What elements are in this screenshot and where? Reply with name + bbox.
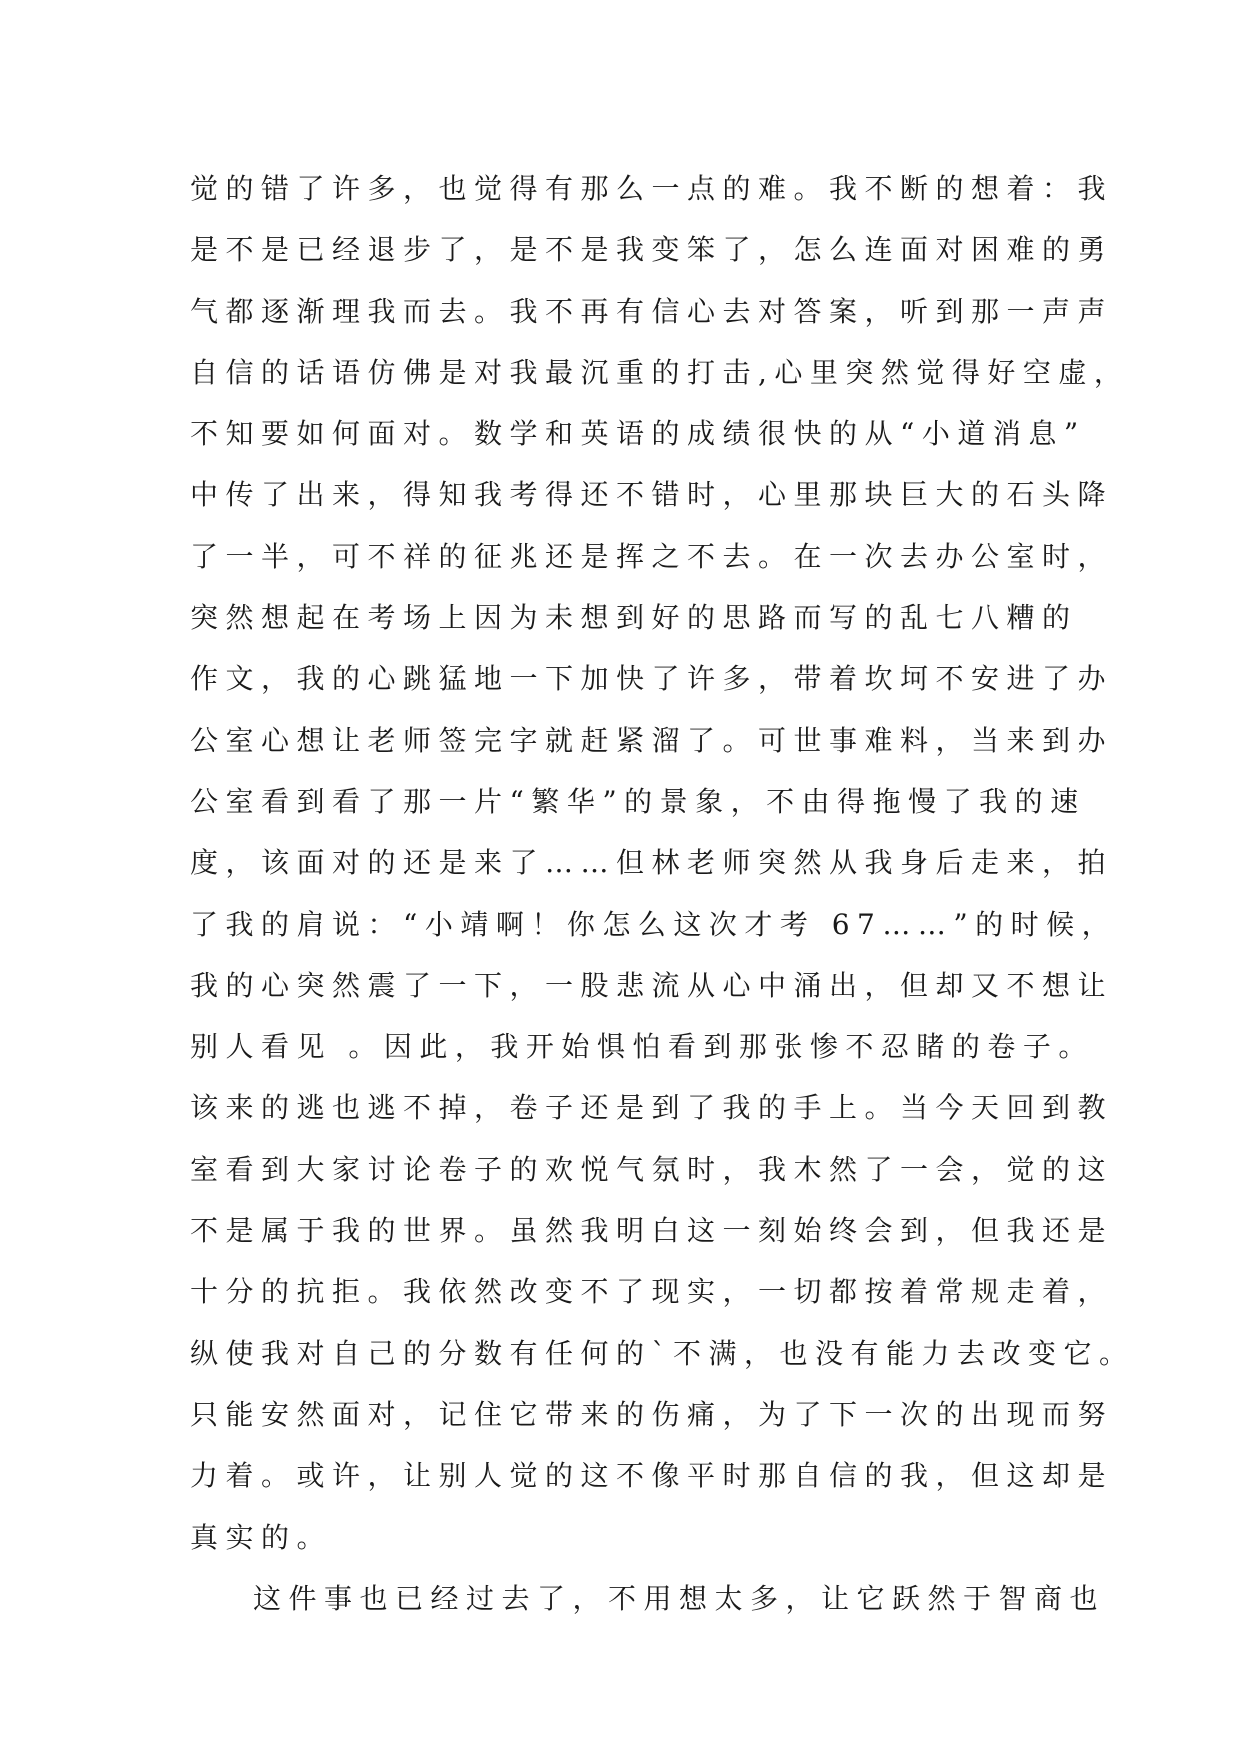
body-text xyxy=(190,158,1135,1629)
text-line: 我的心突然震了一下，一股悲流从心中涌出，但却又不想让 xyxy=(190,968,1114,1002)
text-line: 室看到大家讨论卷子的欢悦气氛时，我木然了一会，觉的这 xyxy=(190,1152,1114,1186)
text-line: 只能安然面对，记住它带来的伤痛，为了下一次的出现而努 xyxy=(190,1397,1114,1431)
text-line: 纵使我对自己的分数有任何的`不满，也没有能力去改变它。 xyxy=(190,1336,1135,1370)
text-line: 度，该面对的还是来了……但林老师突然从我身后走来，拍 xyxy=(190,846,1114,880)
text-line: 是不是已经退步了，是不是我变笨了，怎么连面对困难的勇 xyxy=(190,233,1114,267)
text-line: 别人看见 。因此，我开始惧怕看到那张惨不忍睹的卷子。 xyxy=(190,1030,1094,1064)
text-line: 真实的。 xyxy=(190,1520,333,1554)
text-line: 不知要如何面对。数学和英语的成绩很快的从“小道消息” xyxy=(190,417,1086,451)
text-line: 了我的肩说：“小靖啊！你怎么这次才考 67……”的时候， xyxy=(190,907,1118,941)
text-line: 不是属于我的世界。虽然我明白这一刻始终会到，但我还是 xyxy=(190,1214,1114,1248)
text-line: 自信的话语仿佛是对我最沉重的打击,心里突然觉得好空虚， xyxy=(190,355,1130,389)
text-line: 了一半，可不祥的征兆还是挥之不去。在一次去办公室时， xyxy=(190,539,1114,573)
text-line: 公室看到看了那一片“繁华”的景象，不由得拖慢了我的速 xyxy=(190,784,1086,818)
text-line: 作文，我的心跳猛地一下加快了许多，带着坎坷不安进了办 xyxy=(190,662,1114,696)
text-line: 该来的逃也逃不掉，卷子还是到了我的手上。当今天回到教 xyxy=(190,1091,1114,1125)
text-line: 十分的抗拒。我依然改变不了现实，一切都按着常规走着， xyxy=(190,1275,1114,1309)
text-line: 力着。或许，让别人觉的这不像平时那自信的我，但这却是 xyxy=(190,1459,1114,1493)
text-line: 公室心想让老师签完字就赶紧溜了。可世事难料，当来到办 xyxy=(190,723,1114,757)
text-line: 中传了出来，得知我考得还不错时，心里那块巨大的石头降 xyxy=(190,478,1114,512)
text-line: 觉的错了许多，也觉得有那么一点的难。我不断的想着：我 xyxy=(190,172,1114,205)
text-line: 气都逐渐理我而去。我不再有信心去对答案，听到那一声声 xyxy=(190,294,1114,328)
paragraph-first-line: 这件事也已经过去了，不用想太多，让它跃然于智商也 xyxy=(253,1581,1106,1615)
text-line: 突然想起在考场上因为未想到好的思路而写的乱七八糟的 xyxy=(190,601,1078,635)
